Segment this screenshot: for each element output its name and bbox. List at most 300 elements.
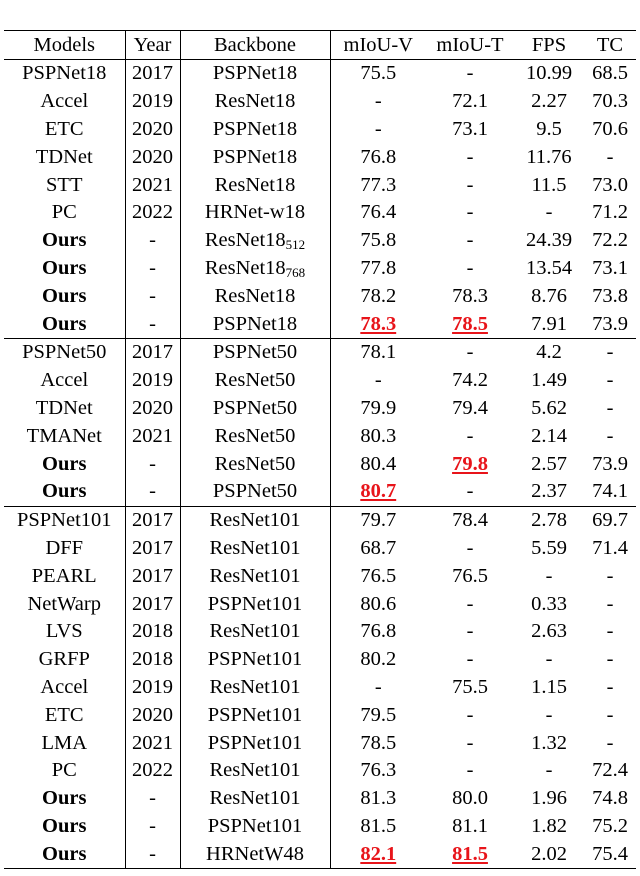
- miou-t-cell: [426, 506, 514, 534]
- backbone-cell: [180, 757, 330, 785]
- backbone-cell: [180, 422, 330, 450]
- backbone-text: PSPNet18: [212, 145, 298, 168]
- miou-t-cell: [426, 394, 514, 422]
- tc-cell: [584, 115, 636, 143]
- model-cell: [4, 143, 125, 171]
- miou-t-cell: [426, 785, 514, 813]
- table-row: [4, 701, 636, 729]
- model-text: Ours: [42, 842, 87, 865]
- backbone-cell: [180, 840, 330, 868]
- fps-cell: [514, 812, 584, 840]
- year-text: -: [149, 787, 156, 810]
- miou-v-cell: [330, 673, 426, 701]
- model-text: STT: [46, 173, 83, 196]
- backbone-text: PSPNet101: [207, 592, 303, 615]
- year-text: 2019: [132, 90, 173, 113]
- backbone-cell: [180, 590, 330, 618]
- miou-v-cell: [330, 367, 426, 395]
- tc-text: -: [606, 424, 614, 447]
- miou-v-cell: [330, 618, 426, 646]
- fps-cell: [514, 310, 584, 338]
- year-cell: [125, 338, 180, 366]
- miou-v-text: 78.3: [360, 312, 397, 335]
- fps-text: 1.49: [531, 369, 567, 392]
- backbone-text: PSPNet18: [212, 118, 298, 141]
- model-text: LMA: [41, 731, 88, 754]
- miou-t-cell: [426, 618, 514, 646]
- miou-v-cell: [330, 254, 426, 282]
- results-table: [4, 30, 636, 869]
- table-row: [4, 338, 636, 366]
- backbone-cell: [180, 338, 330, 366]
- miou-t-text: 81.1: [452, 814, 488, 837]
- miou-v-text: 80.2: [360, 648, 397, 671]
- model-text: Ours: [42, 452, 87, 475]
- model-cell: [4, 478, 125, 506]
- miou-v-cell: [330, 478, 426, 506]
- year-cell: [125, 143, 180, 171]
- fps-text: 4.2: [536, 341, 562, 364]
- header-fps: FPS: [531, 33, 567, 56]
- miou-t-cell: [426, 282, 514, 310]
- fps-text: -: [545, 201, 553, 224]
- backbone-text: ResNet101: [209, 564, 301, 587]
- model-cell: [4, 310, 125, 338]
- backbone-cell: [180, 478, 330, 506]
- year-text: 2018: [132, 620, 173, 643]
- tc-cell: [584, 785, 636, 813]
- miou-t-cell: [426, 646, 514, 674]
- backbone-text: HRNet-w18: [204, 201, 306, 224]
- fps-cell: [514, 562, 584, 590]
- backbone-cell: [180, 618, 330, 646]
- year-text: 2017: [132, 341, 173, 364]
- backbone-cell: [180, 282, 330, 310]
- model-cell: [4, 450, 125, 478]
- tc-cell: [584, 646, 636, 674]
- miou-v-cell: [330, 422, 426, 450]
- miou-v-cell: [330, 450, 426, 478]
- tc-cell: [584, 394, 636, 422]
- tc-cell: [584, 840, 636, 868]
- miou-v-text: 77.3: [360, 173, 397, 196]
- backbone-cell: [180, 115, 330, 143]
- year-cell: [125, 254, 180, 282]
- backbone-cell: [180, 450, 330, 478]
- fps-cell: [514, 729, 584, 757]
- model-cell: [4, 171, 125, 199]
- miou-t-cell: [426, 59, 514, 87]
- miou-v-text: -: [374, 118, 382, 141]
- year-text: 2020: [132, 118, 173, 141]
- tc-text: -: [606, 648, 614, 671]
- fps-text: -: [545, 648, 553, 671]
- header-miou-t: mIoU-T: [436, 33, 504, 56]
- miou-v-text: 76.8: [360, 145, 397, 168]
- backbone-cell: [180, 534, 330, 562]
- model-cell: [4, 199, 125, 227]
- fps-cell: [514, 478, 584, 506]
- year-text: 2017: [132, 62, 173, 85]
- table-row: [4, 171, 636, 199]
- fps-cell: [514, 367, 584, 395]
- model-text: Ours: [42, 284, 87, 307]
- year-text: 2021: [132, 424, 173, 447]
- miou-v-text: 82.1: [360, 842, 397, 865]
- backbone-text: PSPNet50: [212, 480, 298, 503]
- year-text: -: [149, 257, 156, 280]
- miou-v-text: 78.2: [360, 284, 397, 307]
- table-group: [4, 338, 636, 506]
- backbone-text: ResNet18: [214, 173, 296, 196]
- backbone-cell: [180, 701, 330, 729]
- year-cell: [125, 227, 180, 255]
- header-miou-v: mIoU-V: [343, 33, 413, 56]
- fps-cell: [514, 701, 584, 729]
- model-text: Ours: [42, 787, 87, 810]
- fps-cell: [514, 282, 584, 310]
- header-backbone: Backbone: [180, 31, 330, 60]
- fps-text: 1.15: [531, 675, 567, 698]
- year-cell: [125, 422, 180, 450]
- model-cell: [4, 88, 125, 116]
- table-row: [4, 450, 636, 478]
- year-cell: [125, 367, 180, 395]
- miou-t-text: -: [466, 759, 474, 782]
- table-row: [4, 254, 636, 282]
- miou-v-cell: [330, 562, 426, 590]
- miou-v-text: 79.9: [360, 397, 397, 419]
- miou-t-text: 73.1: [452, 118, 488, 141]
- miou-t-cell: [426, 143, 514, 171]
- backbone-text: ResNet101: [209, 620, 301, 643]
- header-models: Models: [4, 31, 125, 60]
- model-cell: [4, 590, 125, 618]
- fps-cell: [514, 422, 584, 450]
- miou-t-text: 78.5: [452, 312, 488, 335]
- tc-text: -: [606, 397, 614, 419]
- year-cell: [125, 310, 180, 338]
- model-cell: [4, 673, 125, 701]
- fps-text: -: [545, 703, 553, 726]
- model-text: Accel: [40, 369, 89, 392]
- backbone-text: PSPNet50: [212, 397, 298, 419]
- tc-text: -: [606, 703, 614, 726]
- year-cell: [125, 534, 180, 562]
- model-text: Ours: [42, 312, 87, 335]
- model-cell: [4, 646, 125, 674]
- model-cell: [4, 729, 125, 757]
- backbone-text: PSPNet18: [212, 312, 298, 335]
- miou-v-cell: [330, 534, 426, 562]
- year-text: -: [149, 312, 156, 335]
- backbone-text: ResNet101: [209, 509, 301, 532]
- model-text: Accel: [40, 675, 89, 698]
- tc-text: 73.9: [592, 312, 628, 335]
- miou-t-text: -: [466, 341, 474, 364]
- miou-v-cell: [330, 199, 426, 227]
- year-cell: [125, 646, 180, 674]
- year-cell: [125, 757, 180, 785]
- year-text: -: [149, 452, 156, 475]
- fps-cell: [514, 450, 584, 478]
- year-cell: [125, 729, 180, 757]
- year-text: 2017: [132, 592, 173, 615]
- table-header: [4, 31, 636, 60]
- year-text: 2017: [132, 564, 173, 587]
- backbone-cell: [180, 646, 330, 674]
- fps-cell: [514, 618, 584, 646]
- year-cell: [125, 840, 180, 868]
- year-text: 2022: [132, 201, 173, 224]
- table-row: [4, 618, 636, 646]
- tc-text: -: [606, 675, 614, 698]
- year-cell: [125, 785, 180, 813]
- miou-t-cell: [426, 88, 514, 116]
- fps-cell: [514, 338, 584, 366]
- miou-t-text: 80.0: [452, 787, 488, 810]
- tc-cell: [584, 590, 636, 618]
- miou-t-cell: [426, 757, 514, 785]
- tc-cell: [584, 227, 636, 255]
- tc-cell: [584, 618, 636, 646]
- miou-t-text: 79.4: [452, 397, 488, 419]
- year-cell: [125, 450, 180, 478]
- miou-t-text: 79.8: [452, 452, 488, 475]
- tc-text: 75.4: [592, 842, 628, 865]
- miou-t-cell: [426, 227, 514, 255]
- model-cell: [4, 701, 125, 729]
- backbone-cell: [180, 88, 330, 116]
- backbone-text: ResNet101: [209, 536, 301, 559]
- model-cell: [4, 840, 125, 868]
- table-row: [4, 282, 636, 310]
- miou-t-cell: [426, 701, 514, 729]
- tc-text: 73.8: [592, 284, 628, 307]
- fps-text: 8.76: [531, 284, 567, 307]
- tc-text: -: [606, 731, 614, 754]
- miou-v-cell: [330, 227, 426, 255]
- backbone-text: ResNet18: [204, 257, 286, 280]
- miou-v-cell: [330, 506, 426, 534]
- model-text: TMANet: [26, 424, 102, 447]
- miou-v-cell: [330, 812, 426, 840]
- tc-cell: [584, 562, 636, 590]
- fps-text: 2.02: [531, 842, 567, 865]
- miou-v-text: 81.5: [360, 814, 397, 837]
- tc-text: 70.3: [592, 90, 628, 113]
- year-text: 2021: [132, 173, 173, 196]
- fps-text: 2.27: [531, 90, 567, 113]
- table-row: [4, 227, 636, 255]
- backbone-text: ResNet50: [214, 452, 296, 475]
- fps-cell: [514, 143, 584, 171]
- miou-v-cell: [330, 143, 426, 171]
- backbone-text: ResNet101: [209, 787, 301, 810]
- model-text: PC: [51, 759, 77, 782]
- fps-text: 2.78: [531, 509, 567, 532]
- table-row: [4, 478, 636, 506]
- fps-text: 9.5: [536, 118, 562, 141]
- tc-text: -: [606, 369, 614, 392]
- fps-text: 10.99: [525, 62, 573, 85]
- model-cell: [4, 59, 125, 87]
- fps-cell: [514, 646, 584, 674]
- year-text: -: [149, 842, 156, 865]
- year-text: 2020: [132, 145, 173, 168]
- fps-cell: [514, 199, 584, 227]
- miou-v-cell: [330, 785, 426, 813]
- tc-cell: [584, 729, 636, 757]
- tc-cell: [584, 534, 636, 562]
- year-cell: [125, 394, 180, 422]
- tc-cell: [584, 422, 636, 450]
- fps-text: 2.63: [531, 620, 567, 643]
- year-cell: [125, 478, 180, 506]
- year-cell: [125, 506, 180, 534]
- year-text: 2020: [132, 397, 173, 419]
- fps-text: 13.54: [525, 257, 573, 280]
- backbone-text: PSPNet18: [212, 62, 298, 85]
- miou-t-text: -: [466, 257, 474, 280]
- tc-cell: [584, 812, 636, 840]
- miou-t-cell: [426, 729, 514, 757]
- tc-cell: [584, 199, 636, 227]
- model-text: ETC: [44, 118, 84, 141]
- miou-v-text: 75.5: [360, 62, 397, 85]
- table-row: [4, 88, 636, 116]
- miou-v-cell: [330, 282, 426, 310]
- model-text: Ours: [42, 229, 87, 252]
- miou-t-cell: [426, 534, 514, 562]
- tc-text: 73.0: [592, 173, 628, 196]
- miou-t-text: 78.4: [452, 509, 488, 532]
- year-cell: [125, 812, 180, 840]
- miou-v-text: 75.8: [360, 229, 397, 252]
- backbone-text: HRNetW48: [206, 842, 304, 865]
- table-group: [4, 59, 636, 338]
- model-text: TDNet: [35, 397, 93, 419]
- miou-t-cell: [426, 450, 514, 478]
- miou-v-cell: [330, 171, 426, 199]
- miou-v-text: 80.6: [360, 592, 397, 615]
- miou-t-text: 74.2: [452, 369, 488, 392]
- fps-cell: [514, 840, 584, 868]
- backbone-text: ResNet18: [214, 90, 296, 113]
- fps-text: 1.32: [531, 731, 567, 754]
- miou-t-cell: [426, 812, 514, 840]
- miou-t-text: 76.5: [452, 564, 488, 587]
- backbone-text: ResNet101: [209, 759, 301, 782]
- backbone-text: ResNet50: [214, 369, 296, 392]
- tc-cell: [584, 171, 636, 199]
- tc-cell: [584, 310, 636, 338]
- tc-cell: [584, 506, 636, 534]
- miou-t-cell: [426, 422, 514, 450]
- table-row: [4, 646, 636, 674]
- table-row: [4, 562, 636, 590]
- backbone-cell: [180, 506, 330, 534]
- tc-cell: [584, 367, 636, 395]
- table-row: [4, 143, 636, 171]
- miou-v-text: 77.8: [360, 257, 397, 280]
- fps-text: 5.62: [531, 397, 567, 419]
- model-cell: [4, 757, 125, 785]
- miou-v-cell: [330, 88, 426, 116]
- backbone-text: PSPNet101: [207, 731, 303, 754]
- miou-v-cell: [330, 701, 426, 729]
- miou-v-cell: [330, 590, 426, 618]
- miou-t-text: -: [466, 62, 474, 85]
- year-text: 2019: [132, 369, 173, 392]
- miou-v-text: 78.5: [360, 731, 397, 754]
- backbone-cell: [180, 310, 330, 338]
- tc-cell: [584, 143, 636, 171]
- tc-text: 70.6: [592, 118, 628, 141]
- miou-t-cell: [426, 840, 514, 868]
- tc-text: 74.1: [592, 480, 628, 503]
- tc-text: 74.8: [592, 787, 628, 810]
- backbone-text: ResNet18: [204, 229, 286, 252]
- tc-text: -: [606, 341, 614, 364]
- year-cell: [125, 562, 180, 590]
- backbone-text: ResNet18: [214, 284, 296, 307]
- fps-text: -: [545, 759, 553, 782]
- fps-text: 5.59: [531, 536, 567, 559]
- model-cell: [4, 338, 125, 366]
- table-row: [4, 757, 636, 785]
- miou-v-cell: [330, 757, 426, 785]
- backbone-cell: [180, 785, 330, 813]
- miou-t-text: -: [466, 229, 474, 252]
- fps-cell: [514, 171, 584, 199]
- fps-text: 0.33: [531, 592, 567, 615]
- year-text: -: [149, 814, 156, 837]
- backbone-text: PSPNet101: [207, 703, 303, 726]
- backbone-cell: [180, 812, 330, 840]
- year-cell: [125, 701, 180, 729]
- table-row: [4, 840, 636, 868]
- miou-v-text: 76.4: [360, 201, 397, 224]
- model-cell: [4, 506, 125, 534]
- table-row: [4, 422, 636, 450]
- year-text: 2020: [132, 703, 173, 726]
- fps-text: 7.91: [531, 312, 567, 335]
- backbone-text: PSPNet101: [207, 648, 303, 671]
- miou-t-cell: [426, 338, 514, 366]
- miou-v-text: 79.5: [360, 703, 397, 726]
- miou-t-cell: [426, 254, 514, 282]
- tc-text: 71.4: [592, 536, 628, 559]
- tc-text: 71.2: [592, 201, 628, 224]
- fps-text: 1.82: [531, 814, 567, 837]
- miou-v-text: 76.3: [360, 759, 397, 782]
- tc-text: -: [606, 564, 614, 587]
- backbone-text: ResNet50: [214, 424, 296, 447]
- miou-v-text: 81.3: [360, 787, 397, 810]
- miou-v-text: 80.4: [360, 452, 397, 475]
- year-cell: [125, 59, 180, 87]
- model-cell: [4, 618, 125, 646]
- tc-cell: [584, 757, 636, 785]
- model-text: Accel: [40, 90, 89, 113]
- model-text: NetWarp: [27, 592, 101, 615]
- fps-text: 1.96: [531, 787, 567, 810]
- fps-text: 11.76: [526, 145, 572, 168]
- tc-cell: [584, 673, 636, 701]
- table-row: [4, 115, 636, 143]
- model-text: PEARL: [31, 564, 97, 587]
